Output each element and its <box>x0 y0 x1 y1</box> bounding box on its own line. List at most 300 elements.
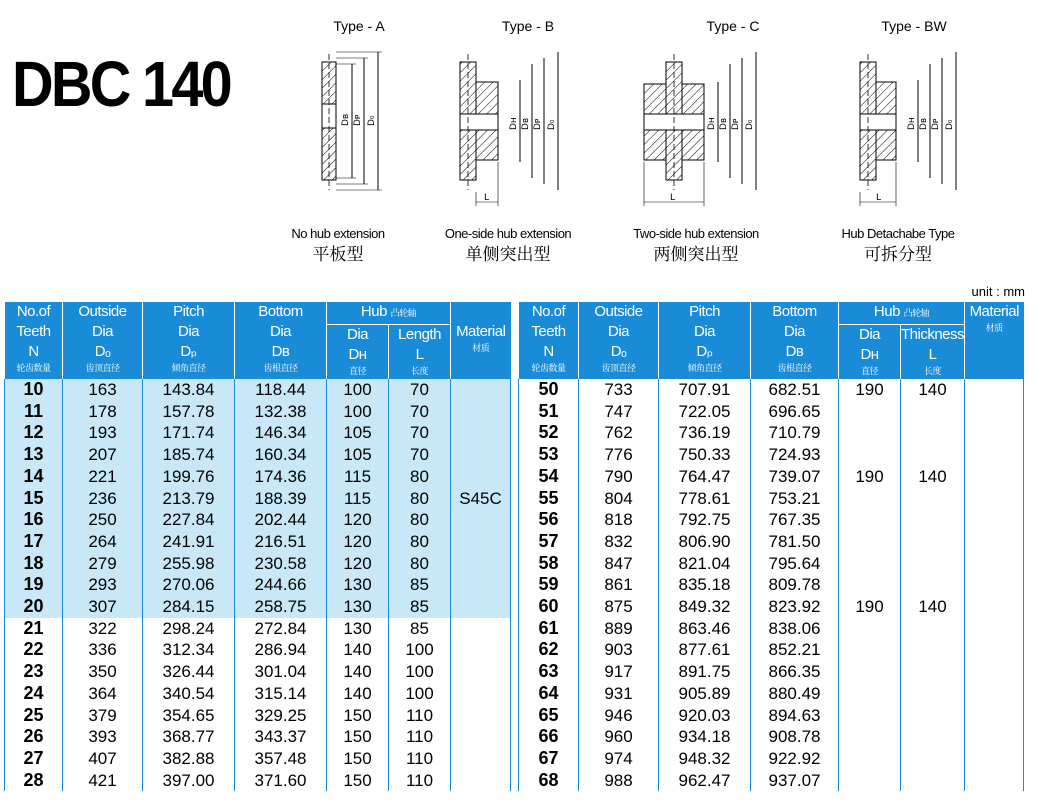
table-cell: 298.24 <box>143 618 235 640</box>
table-cell: 795.64 <box>751 553 839 575</box>
dim-label: D₀ <box>367 115 377 126</box>
table-cell: 221 <box>63 466 143 488</box>
table-row <box>519 705 1024 727</box>
table-row <box>5 683 511 705</box>
col-hub-dia: Dia Dʜ 直径 <box>327 325 389 380</box>
col-hub: Hub 凸轮轴 <box>839 302 965 325</box>
table-cell: 199.76 <box>143 466 235 488</box>
table-cell: 227.84 <box>143 509 235 531</box>
table-cell <box>839 509 901 531</box>
type-a-caption-zh: 平板型 <box>312 245 364 265</box>
table-cell <box>901 661 965 683</box>
table-cell: 393 <box>63 726 143 748</box>
type-bw-drawing <box>848 42 978 212</box>
table-cell: 917 <box>579 661 659 683</box>
table-cell: 286.94 <box>235 639 327 661</box>
table-cell: 767.35 <box>751 509 839 531</box>
table-cell: 368.77 <box>143 726 235 748</box>
table-cell: 18 <box>5 553 63 575</box>
table-cell: 421 <box>63 770 143 792</box>
table-cell <box>839 444 901 466</box>
table-cell: 132.38 <box>235 401 327 423</box>
table-row <box>5 574 511 596</box>
table-cell: 340.54 <box>143 683 235 705</box>
table-row <box>519 444 1024 466</box>
col-outside: Outside Dia Dₒ 齿顶直径 <box>63 302 143 379</box>
table-cell: 894.63 <box>751 705 839 727</box>
material-cell <box>965 618 1024 640</box>
table-cell: 776 <box>579 444 659 466</box>
table-cell: 178 <box>63 401 143 423</box>
table-cell: 115 <box>327 466 389 488</box>
table-cell: 80 <box>389 553 451 575</box>
table-cell: 809.78 <box>751 574 839 596</box>
table-cell: 80 <box>389 531 451 553</box>
table-row <box>5 509 511 531</box>
table-cell: 948.32 <box>659 748 751 770</box>
table-row <box>5 444 511 466</box>
table-cell: 157.78 <box>143 401 235 423</box>
table-cell: 905.89 <box>659 683 751 705</box>
table-cell: 130 <box>327 574 389 596</box>
table-row <box>5 661 511 683</box>
table-cell: 279 <box>63 553 143 575</box>
table-cell: 14 <box>5 466 63 488</box>
table-cell: 790 <box>579 466 659 488</box>
table-cell: 57 <box>519 531 579 553</box>
table-cell: 682.51 <box>751 379 839 401</box>
col-hub: Hub 凸轮轴 <box>327 302 451 325</box>
table-cell: 160.34 <box>235 444 327 466</box>
col-pitch: Pitch Dia Dₚ 倾角直径 <box>659 302 751 379</box>
table-cell: 110 <box>389 705 451 727</box>
table-cell: 24 <box>5 683 63 705</box>
table-cell: 22 <box>5 639 63 661</box>
table-cell: 63 <box>519 661 579 683</box>
table-cell <box>901 618 965 640</box>
table-cell: 115 <box>327 488 389 510</box>
table-cell <box>839 488 901 510</box>
col-teeth: No.of Teeth N 轮齿数量 <box>519 302 579 379</box>
table-row <box>5 531 511 553</box>
table-cell: 213.79 <box>143 488 235 510</box>
material-cell <box>965 705 1024 727</box>
table-cell: 946 <box>579 705 659 727</box>
dim-label: Dᴘ <box>353 114 363 126</box>
table-cell: 863.46 <box>659 618 751 640</box>
col-bottom: Bottom Dia Dʙ 齿根直径 <box>235 302 327 379</box>
table-cell: 51 <box>519 401 579 423</box>
table-row <box>519 509 1024 531</box>
table-cell: 804 <box>579 488 659 510</box>
table-cell <box>839 422 901 444</box>
table-cell: 889 <box>579 618 659 640</box>
material-cell <box>451 639 511 661</box>
material-cell <box>451 618 511 640</box>
material-cell <box>965 639 1024 661</box>
unit-label: unit : mm <box>971 284 1025 299</box>
dim-label: L <box>670 193 676 203</box>
table-cell: 724.93 <box>751 444 839 466</box>
table-cell: 778.61 <box>659 488 751 510</box>
table-cell: 747 <box>579 401 659 423</box>
table-row <box>5 596 511 618</box>
dim-label: Dʙ <box>521 117 531 130</box>
type-bw-label: Type - BW <box>881 18 947 34</box>
table-cell: 80 <box>389 509 451 531</box>
table-cell: 100 <box>327 379 389 401</box>
table-cell: 753.21 <box>751 488 839 510</box>
table-cell: 272.84 <box>235 618 327 640</box>
table-cell: 301.04 <box>235 661 327 683</box>
table-cell: 55 <box>519 488 579 510</box>
table-row <box>519 726 1024 748</box>
material-cell <box>965 726 1024 748</box>
table-cell: 23 <box>5 661 63 683</box>
table-cell <box>839 770 901 792</box>
table-cell: 70 <box>389 422 451 444</box>
table-cell: 696.65 <box>751 401 839 423</box>
material-cell <box>965 596 1024 618</box>
table-cell: 922.92 <box>751 748 839 770</box>
table-cell <box>839 639 901 661</box>
table-cell <box>901 726 965 748</box>
table-cell: 875 <box>579 596 659 618</box>
table-cell: 68 <box>519 770 579 792</box>
table-row <box>519 553 1024 575</box>
table-row <box>519 639 1024 661</box>
material-cell <box>965 401 1024 423</box>
table-cell: 821.04 <box>659 553 751 575</box>
table-row <box>5 422 511 444</box>
table-row <box>5 379 511 401</box>
table-cell: 21 <box>5 618 63 640</box>
material-cell <box>965 444 1024 466</box>
table-cell: 26 <box>5 726 63 748</box>
table-cell <box>901 748 965 770</box>
table-cell: 974 <box>579 748 659 770</box>
type-b-label: Type - B <box>501 18 555 34</box>
table-cell: 326.44 <box>143 661 235 683</box>
dim-label: Dᴘ <box>533 118 543 130</box>
table-cell: 270.06 <box>143 574 235 596</box>
dim-label: Dʜ <box>509 117 519 130</box>
table-cell: 140 <box>901 596 965 618</box>
spec-table-left <box>4 302 511 791</box>
table-row <box>519 618 1024 640</box>
table-cell: 849.32 <box>659 596 751 618</box>
table-cell: 710.79 <box>751 422 839 444</box>
table-cell: 962.47 <box>659 770 751 792</box>
table-cell: 174.36 <box>235 466 327 488</box>
type-a-caption-en: No hub extension <box>291 226 385 241</box>
table-body <box>519 379 1024 791</box>
table-cell: 852.21 <box>751 639 839 661</box>
table-cell: 64 <box>519 683 579 705</box>
table-cell: 120 <box>327 509 389 531</box>
table-cell: 58 <box>519 553 579 575</box>
table-row <box>5 401 511 423</box>
table-row <box>5 726 511 748</box>
material-cell <box>965 748 1024 770</box>
table-cell <box>839 683 901 705</box>
table-cell: 937.07 <box>751 770 839 792</box>
table-cell: 130 <box>327 618 389 640</box>
table-cell: 20 <box>5 596 63 618</box>
table-cell: 13 <box>5 444 63 466</box>
table-cell: 315.14 <box>235 683 327 705</box>
table-row <box>519 748 1024 770</box>
table-cell: 15 <box>5 488 63 510</box>
table-cell: 960 <box>579 726 659 748</box>
material-cell <box>965 553 1024 575</box>
table-cell: 130 <box>327 596 389 618</box>
table-cell: 350 <box>63 661 143 683</box>
type-bw-caption-en: Hub Detachabe Type <box>841 226 955 241</box>
table-cell: 371.60 <box>235 770 327 792</box>
table-cell: 343.37 <box>235 726 327 748</box>
table-cell: 762 <box>579 422 659 444</box>
table-cell: 80 <box>389 466 451 488</box>
table-cell: 80 <box>389 488 451 510</box>
table-cell: 54 <box>519 466 579 488</box>
table-cell <box>901 401 965 423</box>
table-cell: 903 <box>579 639 659 661</box>
table-cell: 17 <box>5 531 63 553</box>
table-header <box>519 302 1024 379</box>
table-cell: 120 <box>327 553 389 575</box>
material-cell <box>965 422 1024 444</box>
table-cell <box>901 422 965 444</box>
col-hub-dia: Dia Dʜ 直径 <box>839 325 901 380</box>
material-cell <box>965 531 1024 553</box>
table-cell: 832 <box>579 531 659 553</box>
material-cell <box>965 379 1024 401</box>
table-cell: 85 <box>389 574 451 596</box>
material-cell <box>451 770 511 792</box>
table-cell: 59 <box>519 574 579 596</box>
table-cell: 19 <box>5 574 63 596</box>
table-row <box>5 553 511 575</box>
table-cell <box>901 488 965 510</box>
table-cell <box>901 531 965 553</box>
dim-label: Dʜ <box>907 117 917 130</box>
table-cell: 866.35 <box>751 661 839 683</box>
table-cell: 733 <box>579 379 659 401</box>
table-cell: 207 <box>63 444 143 466</box>
table-cell: 16 <box>5 509 63 531</box>
table-cell: 28 <box>5 770 63 792</box>
table-cell: 284.15 <box>143 596 235 618</box>
table-cell: 27 <box>5 748 63 770</box>
table-cell: 50 <box>519 379 579 401</box>
col-outside: Outside Dia Dₒ 齿顶直径 <box>579 302 659 379</box>
table-cell: 880.49 <box>751 683 839 705</box>
table-cell: 12 <box>5 422 63 444</box>
table-cell: 861 <box>579 574 659 596</box>
material-cell <box>965 488 1024 510</box>
table-cell: 150 <box>327 770 389 792</box>
table-header <box>5 302 511 379</box>
table-cell: 56 <box>519 509 579 531</box>
table-row <box>519 401 1024 423</box>
table-cell: 202.44 <box>235 509 327 531</box>
table-cell: 792.75 <box>659 509 751 531</box>
table-cell: 70 <box>389 379 451 401</box>
type-c-label: Type - C <box>706 18 760 34</box>
table-cell: 190 <box>839 379 901 401</box>
dim-label: Dʙ <box>341 113 351 126</box>
table-row <box>5 639 511 661</box>
table-cell: 750.33 <box>659 444 751 466</box>
type-b-drawing <box>448 42 578 212</box>
table-cell <box>839 705 901 727</box>
col-bottom: Bottom Dia Dʙ 齿根直径 <box>751 302 839 379</box>
table-cell: 52 <box>519 422 579 444</box>
table-row <box>519 770 1024 792</box>
col-teeth: No.of Teeth N 轮齿数量 <box>5 302 63 379</box>
page-title: DBC 140 <box>12 48 230 120</box>
table-cell <box>901 509 965 531</box>
table-cell: 105 <box>327 444 389 466</box>
table-cell: 146.34 <box>235 422 327 444</box>
table-cell: 70 <box>389 401 451 423</box>
table-cell: 357.48 <box>235 748 327 770</box>
table-cell <box>839 618 901 640</box>
col-length: Length L 长度 <box>389 325 451 380</box>
dim-label: Dᴘ <box>931 118 941 130</box>
dim-label: D₀ <box>745 119 755 130</box>
table-cell: 62 <box>519 639 579 661</box>
material-cell: S45C <box>451 379 511 618</box>
table-cell: 216.51 <box>235 531 327 553</box>
table-cell: 70 <box>389 444 451 466</box>
dim-label: Dᴘ <box>731 118 741 130</box>
table-cell: 67 <box>519 748 579 770</box>
table-cell: 118.44 <box>235 379 327 401</box>
table-cell: 100 <box>389 661 451 683</box>
table-cell <box>839 553 901 575</box>
table-row <box>519 661 1024 683</box>
type-a-drawing <box>300 42 410 202</box>
table-row <box>5 705 511 727</box>
table-cell <box>839 574 901 596</box>
table-cell: 110 <box>389 770 451 792</box>
table-cell: 105 <box>327 422 389 444</box>
material-cell <box>965 574 1024 596</box>
table-cell: 236 <box>63 488 143 510</box>
table-cell: 188.39 <box>235 488 327 510</box>
table-cell: 230.58 <box>235 553 327 575</box>
table-cell: 190 <box>839 466 901 488</box>
table-cell: 379 <box>63 705 143 727</box>
table-row <box>5 770 511 792</box>
table-cell: 312.34 <box>143 639 235 661</box>
table-cell: 707.91 <box>659 379 751 401</box>
table-row <box>519 422 1024 444</box>
table-cell: 53 <box>519 444 579 466</box>
table-cell: 171.74 <box>143 422 235 444</box>
table-cell: 382.88 <box>143 748 235 770</box>
table-row <box>5 748 511 770</box>
table-cell: 140 <box>327 639 389 661</box>
table-cell: 100 <box>389 683 451 705</box>
table-cell: 908.78 <box>751 726 839 748</box>
table-cell <box>839 748 901 770</box>
table-cell: 163 <box>63 379 143 401</box>
table-cell <box>901 574 965 596</box>
table-cell: 920.03 <box>659 705 751 727</box>
table-body <box>5 379 511 791</box>
table-cell: 241.91 <box>143 531 235 553</box>
table-cell <box>901 683 965 705</box>
type-c-drawing <box>636 42 776 212</box>
table-cell: 250 <box>63 509 143 531</box>
table-cell: 307 <box>63 596 143 618</box>
table-cell: 336 <box>63 639 143 661</box>
table-row <box>519 531 1024 553</box>
table-cell: 764.47 <box>659 466 751 488</box>
table-cell: 150 <box>327 705 389 727</box>
table-cell <box>901 639 965 661</box>
table-cell: 140 <box>901 466 965 488</box>
table-row <box>5 618 511 640</box>
table-cell: 354.65 <box>143 705 235 727</box>
table-cell: 61 <box>519 618 579 640</box>
material-cell <box>451 661 511 683</box>
col-material: Material 材质 <box>451 302 511 379</box>
col-thickness: Thickness L 长度 <box>901 326 965 377</box>
table-cell: 110 <box>389 726 451 748</box>
table-cell: 140 <box>327 683 389 705</box>
table-cell: 818 <box>579 509 659 531</box>
material-cell <box>965 466 1024 488</box>
type-c-caption-en: Two-side hub extension <box>633 226 759 241</box>
table-row <box>5 488 511 510</box>
type-b-caption-en: One-side hub extension <box>444 226 572 241</box>
table-row <box>519 379 1024 401</box>
table-cell: 823.92 <box>751 596 839 618</box>
dim-label: L <box>876 193 882 203</box>
table-cell: 835.18 <box>659 574 751 596</box>
table-cell: 407 <box>63 748 143 770</box>
table-row <box>519 466 1024 488</box>
table-row <box>519 596 1024 618</box>
dim-label: D₀ <box>945 119 955 130</box>
type-bw-caption-zh: 可拆分型 <box>864 245 932 265</box>
dim-label: L <box>484 193 490 203</box>
table-cell: 85 <box>389 618 451 640</box>
table-cell: 781.50 <box>751 531 839 553</box>
dim-label: Dʙ <box>719 117 729 130</box>
material-cell <box>965 683 1024 705</box>
table-cell: 150 <box>327 726 389 748</box>
dim-label: Dʙ <box>919 117 929 130</box>
table-cell: 120 <box>327 531 389 553</box>
table-cell: 100 <box>327 401 389 423</box>
table-cell <box>839 531 901 553</box>
col-material: Material 材质 <box>965 302 1024 379</box>
table-cell: 65 <box>519 705 579 727</box>
table-cell: 322 <box>63 618 143 640</box>
table-cell: 185.74 <box>143 444 235 466</box>
material-cell <box>451 705 511 727</box>
table-cell: 736.19 <box>659 422 751 444</box>
table-row <box>519 574 1024 596</box>
table-cell <box>901 770 965 792</box>
table-row <box>5 466 511 488</box>
table-cell: 293 <box>63 574 143 596</box>
